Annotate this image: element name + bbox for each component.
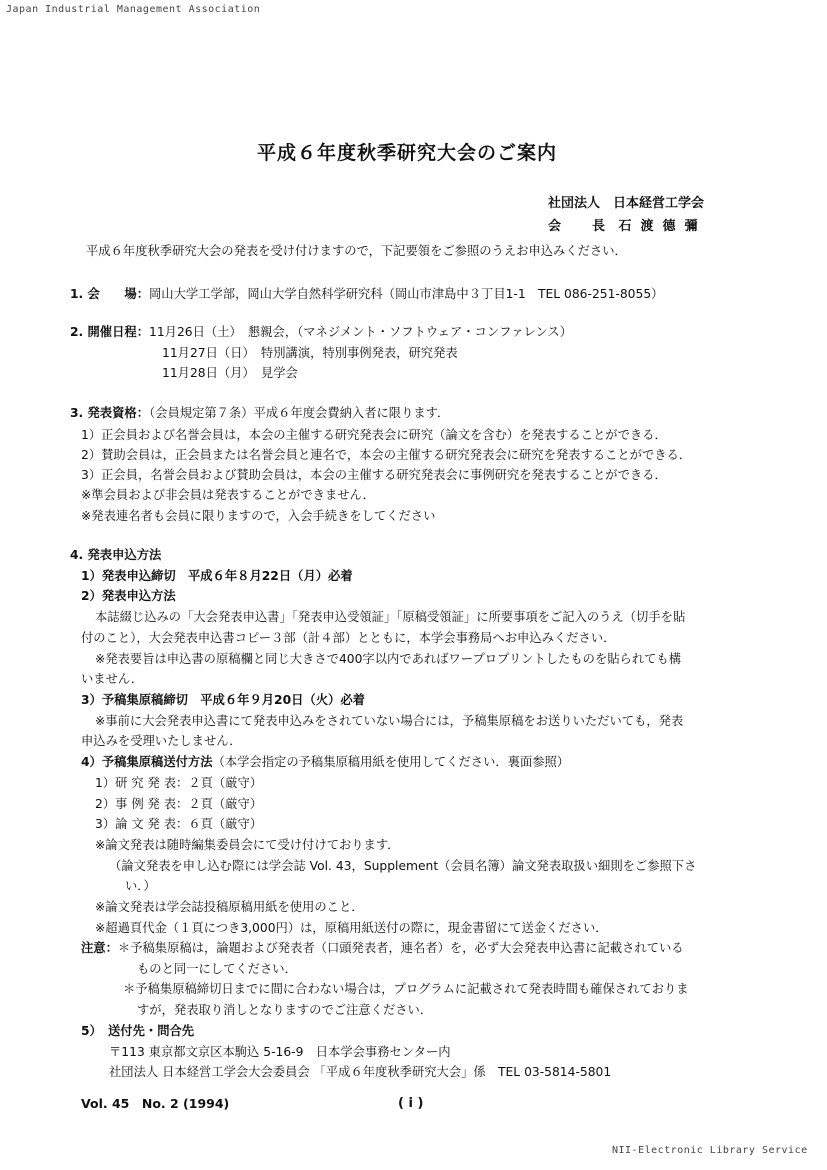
schedule-line-3: 11月28日（月） 見学会 [162, 366, 298, 380]
caution-label: 注意： [81, 941, 118, 955]
manuscript-deadline-label: 3）予稿集原稿締切 [81, 693, 188, 707]
footer-service: NII-Electronic Library Service [612, 1145, 808, 1156]
intro-text: 平成６年度秋季研究大会の発表を受け付けますので，下記要領をご参照のうえお申込みください． [86, 244, 627, 258]
section-venue [70, 286, 663, 302]
footer-volume: Vol. 45 No. 2 (1994) [81, 1096, 230, 1111]
eligibility-text: （会員規定第７条）平成６年度会費納入者に限ります． [149, 406, 450, 420]
application-method-note-2: いません． [81, 672, 144, 686]
eligibility-item-3: 3）正会員，名誉会員および賛助会員は，本会の主催する研究発表会に事例研究を発表することができる． [81, 468, 667, 482]
application-method-text-2: 付のこと），大会発表申込書コピー３部（計４部）とともに，本学会事務局へお申込みください． [81, 631, 616, 645]
submission-method-line [81, 754, 569, 770]
caution-2b: すが，発表取り消しとなりますのでご注意ください． [137, 1003, 433, 1017]
eligibility-note-2: ※発表連名者も会員に限りますので，入会手続きをしてください [81, 509, 436, 523]
eligibility-item-1: 1）正会員および名誉会員は，本会の主催する研究発表会に研究（論文を含む）を発表することができる． [81, 428, 667, 442]
application-method-note-1: ※発表要旨は申込書の原稿欄と同じ大きさで400字以内であればワープロプリントしたものを貼られても構 [95, 652, 682, 666]
venue-text: 岡山大学工学部，岡山大学自然科学研究科（岡山市津島中３丁目1-1 TEL 086-251-8055） [149, 287, 664, 301]
submission-note-2b: い．） [125, 879, 156, 893]
venue-label: 1. 会 場： [70, 287, 149, 301]
caution-1a: ＊予稿集原稿は，論題および発表者（口頭発表者，連名者）を，必ず大会発表申込書に記載されている [117, 941, 684, 955]
page-number: ( i ) [398, 1096, 424, 1111]
manuscript-deadline-note-1: ※事前に大会発表申込書にて発表申込みをされていない場合には，予稿集原稿をお送りいただいても，発表 [95, 714, 684, 728]
schedule-line-2: 11月27日（日） 特別講演，特別事例発表，研究発表 [162, 346, 458, 360]
caution-2a: ＊予稿集原稿締切日までに間に合わない場合は，プログラムに記載されて発表時間も確保されておりま [123, 982, 689, 996]
submission-note-2a: （論文発表を申し込む際には学会誌 Vol. 43，Supplement（会員名簿）論文発表取扱い細則をご参照下さ [109, 859, 697, 873]
deadline-date: 平成６年８月22日（月）必着 [187, 569, 353, 583]
manuscript-deadline-note-2: 申込みを受理いたしません． [81, 734, 242, 748]
schedule-label: 2. 開催日程： [70, 325, 149, 339]
deadline-line [81, 568, 353, 584]
contact-label: 5） 送付先・問合先 [81, 1024, 195, 1038]
sender-line [548, 215, 707, 234]
page-limit-2: 2）事 例 発 表：２頁（厳守） [95, 797, 263, 811]
sender-title: 会 長 [548, 219, 615, 234]
contact-address: 〒113 東京都文京区本駒込 5-16-9 日本学会事務センター内 [109, 1045, 451, 1059]
section-eligibility [70, 405, 449, 421]
submission-method-label: 4）予稿集原稿送付方法 [81, 755, 213, 769]
eligibility-note-1: ※準会員および非会員は発表することができません． [81, 488, 375, 502]
caution-1b: ものと同一にしてください． [137, 962, 297, 976]
submission-note-1: ※論文発表は随時編集委員会にて受け付けております． [95, 838, 400, 852]
manuscript-deadline-date: 平成６年９月20日（火）必着 [200, 693, 365, 707]
page-limit-1: 1）研 究 発 表：２頁（厳守） [95, 776, 263, 790]
schedule-line-1: 11月26日（土） 懇親会，（マネジメント・ソフトウェア・コンファレンス） [149, 325, 573, 339]
eligibility-label: 3. 発表資格： [70, 406, 149, 420]
header-org: Japan Industrial Management Association [6, 4, 261, 15]
caution-line-1 [81, 940, 684, 956]
eligibility-item-2: 2）賛助会員は，正会員または名誉会員と連名で，本会の主催する研究発表会に研究を発表することができる． [81, 448, 692, 462]
page-title: 平成６年度秋季研究大会のご案内 [257, 142, 558, 164]
page-limit-3: 3）論 文 発 表：６頁（厳守） [95, 817, 263, 831]
application-method-label: 2）発表申込方法 [81, 589, 176, 603]
section-schedule [70, 324, 572, 340]
sender-name: 石渡德彌 [618, 219, 707, 234]
submission-note-4: ※超過頁代金（１頁につき3,000円）は，原稿用紙送付の際に，現金書留にて送金ください． [95, 921, 608, 935]
manuscript-deadline-line [81, 692, 365, 708]
deadline-label: 1）発表申込締切 [81, 569, 176, 583]
contact-committee: 社団法人 日本経営工学会大会委員会 「平成６年度秋季研究大会」係 TEL 03-5814-5801 [109, 1065, 612, 1079]
sender-org: 社団法人 日本経営工学会 [548, 196, 705, 211]
application-method-text-1: 本誌綴じ込みの「大会発表申込書」「発表申込受領証」「原稿受領証」に所要事項をご記入のうえ（切手を貼 [95, 610, 686, 624]
section-application-heading: 4. 発表申込方法 [70, 548, 162, 562]
submission-note-3: ※論文発表は学会誌投稿原稿用紙を使用のこと． [95, 900, 364, 914]
submission-method-text: （本学会指定の予稿集原稿用紙を使用してください．裏面参照） [212, 755, 570, 769]
